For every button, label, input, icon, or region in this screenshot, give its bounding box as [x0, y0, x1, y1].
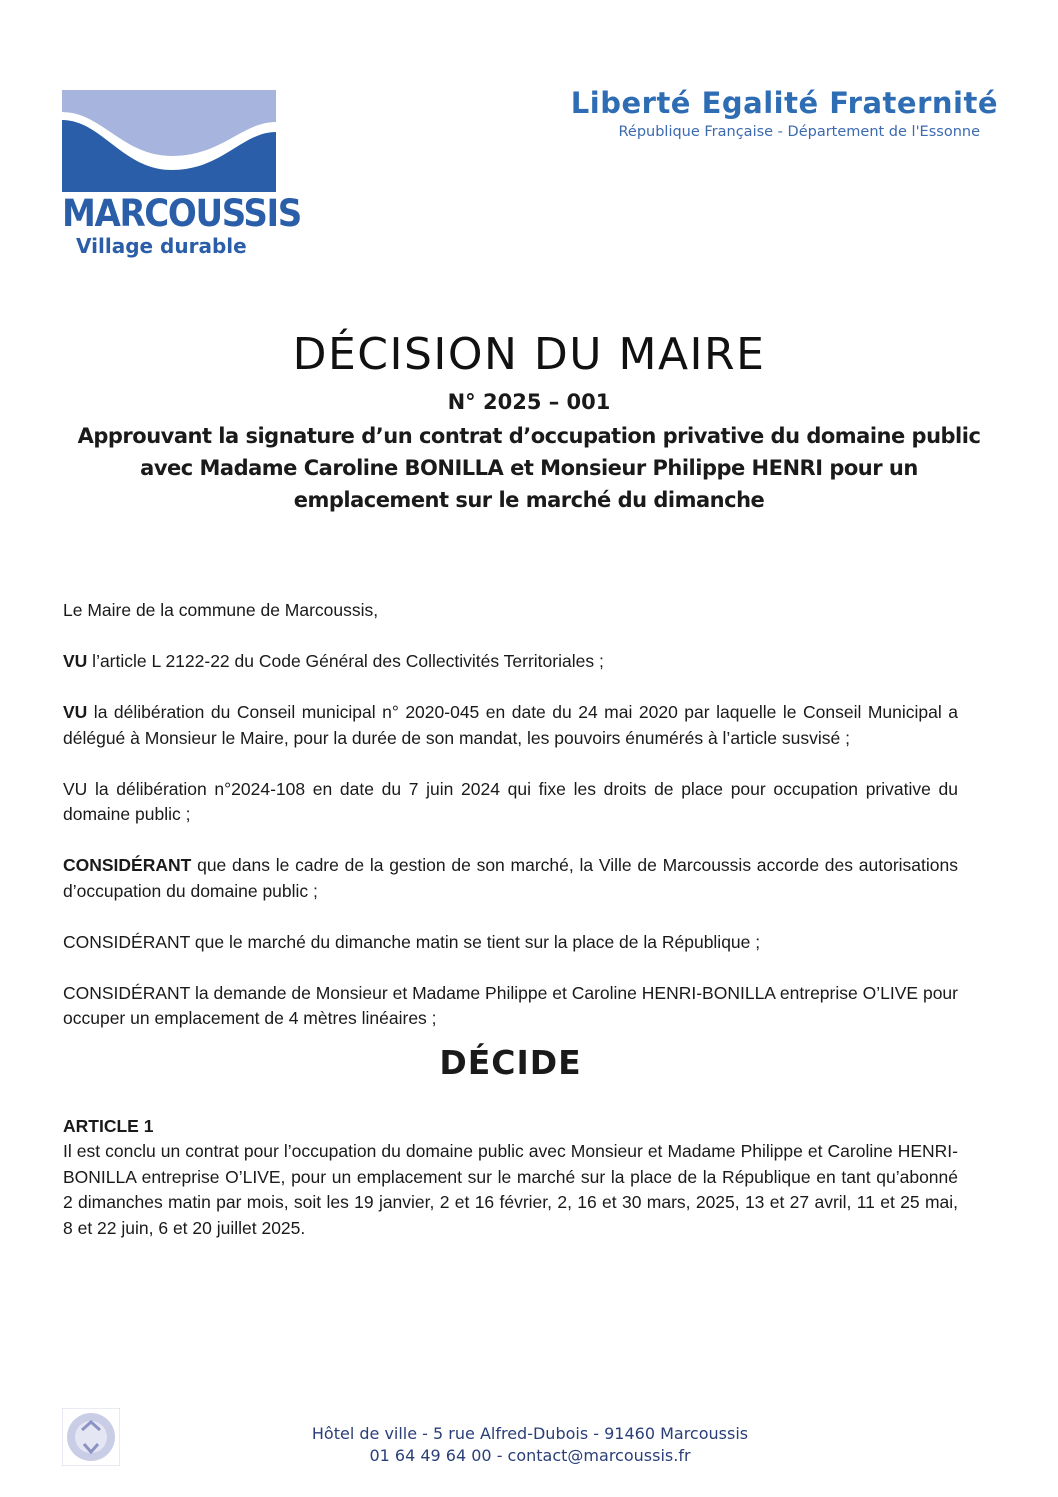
- considerant-paragraph-1: [63, 853, 958, 904]
- footer-contact: 01 64 49 64 00 - contact@marcoussis.fr: [369, 1446, 691, 1465]
- document-body: [63, 598, 958, 1241]
- logo-tagline: Village durable: [76, 234, 247, 258]
- republic-motto: [571, 86, 998, 140]
- marcoussis-logo: [62, 90, 301, 258]
- title-block: [60, 330, 998, 516]
- vu-paragraph-2: [63, 700, 958, 751]
- article-1-text: Il est conclu un contrat pour l’occupation du domaine public avec Monsieur et Madame Philippe et Caroline HENRI-BONILLA entreprise O’LIVE, pour un emplacement sur le marché sur la place de la République en tant qu’abonné 2 dimanches matin par mois, soit les 19 janvier, 2 et 16 février, 2, 16 et 30 mars, 2025, 13 et 27 avril, 11 et 25 mai, 8 et 22 juin, 6 et 20 juillet 2025.: [63, 1141, 958, 1238]
- considerant-text: la demande de Monsieur et Madame Philippe et Caroline HENRI-BONILLA entreprise O’LIVE pour occuper un emplacement de 4 mètres linéaires ;: [63, 982, 958, 1028]
- vu-text: la délibération n°2024-108 en date du 7 juin 2024 qui fixe les droits de place pour occupation privative du domaine public ;: [63, 778, 958, 824]
- document-title: DÉCISION DU MAIRE: [292, 329, 766, 380]
- considerant-text: que dans le cadre de la gestion de son marché, la Ville de Marcoussis accorde des autorisations d’occupation du domaine public ;: [63, 855, 958, 901]
- intro-paragraph: Le Maire de la commune de Marcoussis,: [63, 600, 379, 620]
- recycled-paper-icon: [62, 1408, 120, 1466]
- motto-main: Liberté Egalité Fraternité: [570, 86, 998, 120]
- document-number: N° 2025 – 001: [447, 390, 611, 414]
- vu-text: la délibération du Conseil municipal n° 2020-045 en date du 24 mai 2020 par laquelle le Conseil Municipal a délégué à Monsieur le Maire, pour la durée de son mandat, les pouvoirs énumérés à l’article susvisé ;: [63, 702, 958, 748]
- vu-keyword: VU: [63, 651, 88, 671]
- logo-wave-icon: [62, 90, 276, 192]
- vu-keyword: VU: [63, 778, 88, 799]
- considerant-keyword: CONSIDÉRANT: [63, 855, 192, 875]
- article-1-heading: ARTICLE 1: [63, 1115, 154, 1136]
- motto-sub: République Française - Département de l'Essonne: [618, 124, 980, 140]
- footer: [230, 1423, 830, 1467]
- considerant-paragraph-2: [63, 930, 958, 956]
- vu-text: l’article L 2122-22 du Code Général des Collectivités Territoriales ;: [87, 651, 604, 671]
- document-subject: Approuvant la signature d’un contrat d’occupation privative du domaine public avec Madame Caroline BONILLA et Monsieur Philippe HENRI pour un emplacement sur le marché du dimanche: [77, 424, 981, 512]
- considerant-paragraph-3: [63, 981, 958, 1032]
- considerant-text: que le marché du dimanche matin se tient sur la place de la République ;: [190, 931, 761, 952]
- logo-name: MARCOUSSIS: [62, 192, 301, 235]
- footer-address: Hôtel de ville - 5 rue Alfred-Dubois - 91460 Marcoussis: [311, 1424, 749, 1443]
- decide-heading: DÉCIDE: [439, 1042, 582, 1082]
- vu-keyword: VU: [63, 702, 88, 722]
- vu-paragraph-3: [63, 777, 958, 828]
- considerant-keyword: CONSIDÉRANT: [63, 982, 191, 1003]
- vu-paragraph-1: [63, 649, 958, 675]
- considerant-keyword: CONSIDÉRANT: [63, 931, 191, 952]
